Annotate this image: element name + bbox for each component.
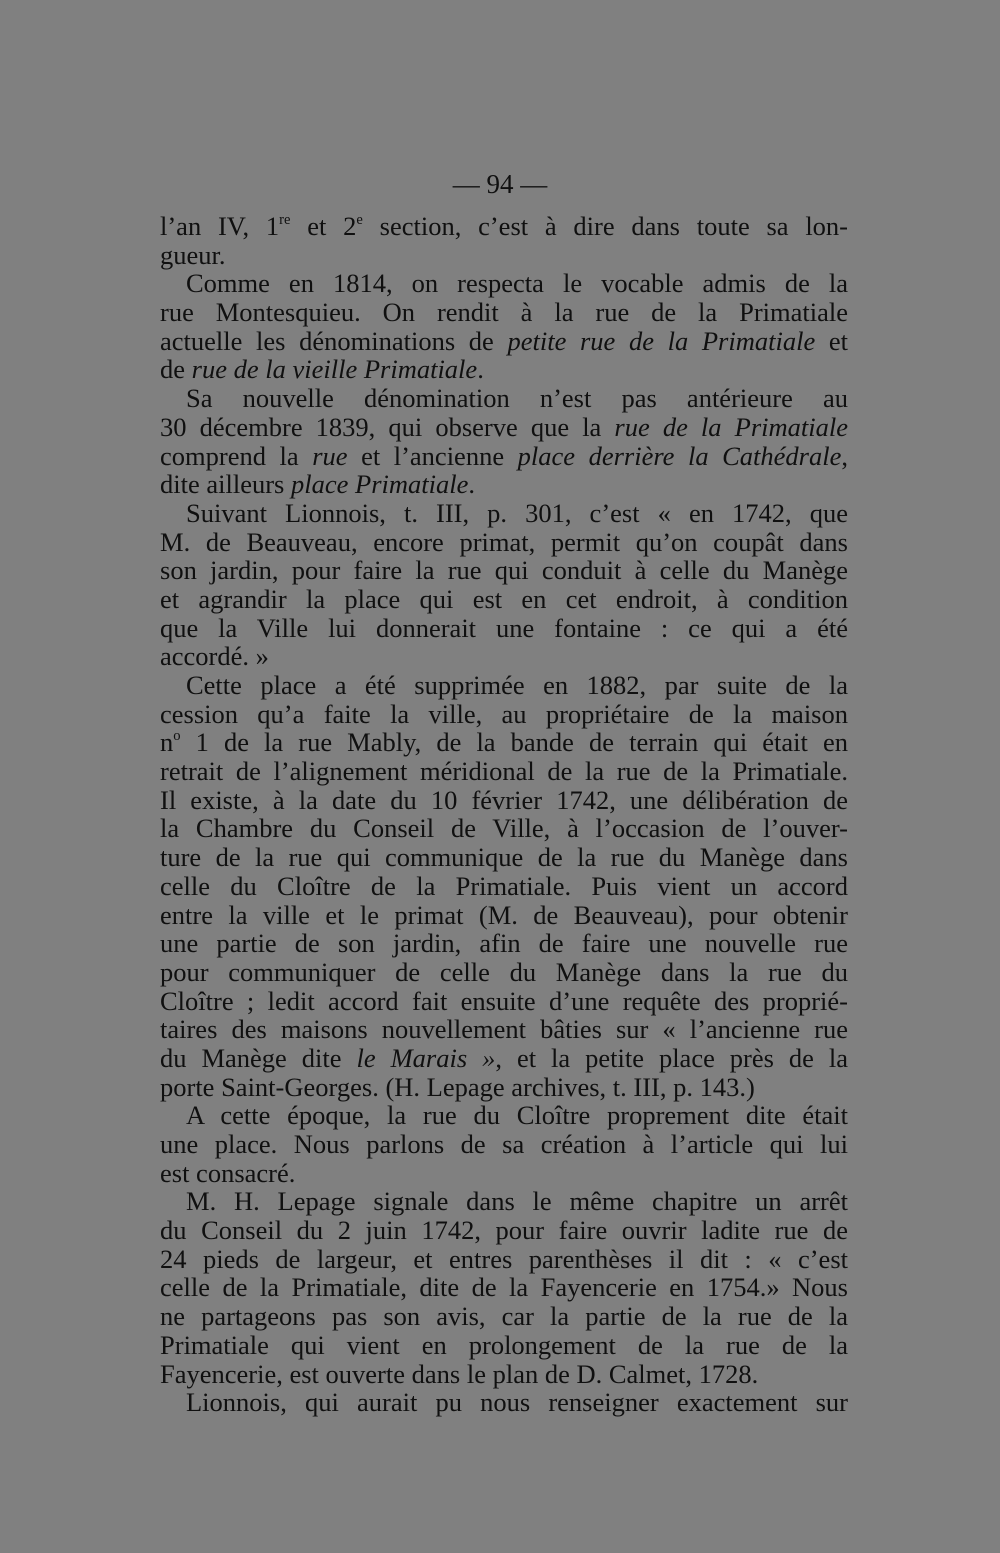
text-segment: 30 décembre 1839, qui observe que la xyxy=(160,411,615,442)
italic-text: rue xyxy=(312,440,348,471)
text-line xyxy=(160,384,848,413)
text-segment: n xyxy=(160,727,174,758)
text-line xyxy=(160,901,848,930)
text-line xyxy=(160,212,848,241)
text-segment: M. H. Lepage signale dans le même chapitre un arrêt xyxy=(186,1186,848,1217)
text-segment: M. de Beauveau, encore primat, permit qu’on coupât dans xyxy=(160,526,848,557)
text-segment: du Manège dite xyxy=(160,1042,357,1073)
text-segment: de xyxy=(160,354,192,385)
text-line xyxy=(160,556,848,585)
text-segment: son jardin, pour faire la rue qui conduit à celle du Manège xyxy=(160,555,848,586)
text-segment: comprend la xyxy=(160,440,313,471)
text-line xyxy=(160,642,848,671)
text-segment: Lionnois, qui aurait pu nous renseigner exactement sur xyxy=(186,1387,848,1418)
text-line xyxy=(160,1073,848,1102)
text-segment: Sa nouvelle dénomination n’est pas antérieure au xyxy=(186,383,848,414)
text-segment: une partie de son jardin, afin de faire une nouvelle rue xyxy=(160,928,848,959)
text-line xyxy=(160,355,848,384)
text-line xyxy=(160,1216,848,1245)
text-line xyxy=(160,987,848,1016)
text-line xyxy=(160,958,848,987)
text-segment: ne partageons pas son avis, car la partie de la rue de la xyxy=(160,1301,848,1332)
text-line xyxy=(160,327,848,356)
text-line xyxy=(160,470,848,499)
text-segment: l’an IV, 1 xyxy=(160,211,280,241)
text-line xyxy=(160,1187,848,1216)
text-segment: . xyxy=(468,469,475,500)
text-segment: du Conseil du 2 juin 1742, pour faire ouvrir ladite rue de xyxy=(160,1215,848,1246)
text-segment: que la Ville lui donnerait une fontaine : ce qui a été xyxy=(160,612,848,643)
text-line xyxy=(160,1159,848,1188)
text-line xyxy=(160,442,848,471)
text-segment: A cette époque, la rue du Cloître proprement dite était xyxy=(186,1100,848,1131)
text-segment: gueur. xyxy=(160,239,226,270)
text-segment: Comme en 1814, on respecta le vocable admis de la xyxy=(186,268,848,299)
text-line xyxy=(160,1302,848,1331)
text-line xyxy=(160,585,848,614)
text-line xyxy=(160,241,848,270)
text-body xyxy=(160,212,848,1417)
italic-text: rue de la vieille Primatiale xyxy=(191,354,478,385)
text-segment: celle du Cloître de la Primatiale. Puis vient un accord xyxy=(160,870,848,901)
italic-text: place Primatiale xyxy=(291,469,469,500)
text-segment: actuelle les dénominations de xyxy=(160,325,508,356)
text-line xyxy=(160,1101,848,1130)
text-line xyxy=(160,1331,848,1360)
page-number: — 94 — xyxy=(452,169,548,199)
italic-text: rue de la Primatiale xyxy=(614,411,848,442)
text-line xyxy=(160,298,848,327)
text-segment: accordé. » xyxy=(160,641,269,672)
text-line xyxy=(160,1388,848,1417)
text-line xyxy=(160,728,848,757)
text-line xyxy=(160,1130,848,1159)
text-segment: Il existe, à la date du 10 février 1742, une délibération de xyxy=(160,784,848,815)
text-line xyxy=(160,700,848,729)
text-segment: Suivant Lionnois, t. III, p. 301, c’est « en 1742, que xyxy=(186,497,848,528)
italic-text: petite rue de la Primatiale xyxy=(507,325,816,356)
text-segment: la Chambre du Conseil de Ville, à l’occasion de l’ouver- xyxy=(160,813,848,844)
superscript: o xyxy=(173,728,181,745)
text-segment: porte Saint-Georges. (H. Lepage archives, t. III, p. 143.) xyxy=(160,1071,755,1102)
text-line xyxy=(160,614,848,643)
text-line xyxy=(160,872,848,901)
text-segment: 1 de la rue Mably, de la bande de terrain qui était en xyxy=(180,727,848,758)
text-segment: ture de la rue qui communique de la rue du Manège dans xyxy=(160,842,848,873)
italic-text: place derrière la Cathédrale xyxy=(517,440,842,471)
text-segment: , et la petite place près de la xyxy=(495,1042,849,1073)
text-line xyxy=(160,1245,848,1274)
text-segment: et xyxy=(815,325,849,356)
text-line xyxy=(160,671,848,700)
text-line xyxy=(160,1044,848,1073)
text-segment: Cette place a été supprimée en 1882, par suite de la xyxy=(186,670,848,700)
text-segment: rue Montesquieu. On rendit à la rue de la Primatiale xyxy=(160,297,848,328)
text-segment: 24 pieds de largeur, et entres parenthèses il dit : « c’est xyxy=(160,1243,848,1274)
text-segment: , xyxy=(841,440,848,471)
text-line xyxy=(160,528,848,557)
text-segment: et 2 xyxy=(290,211,357,241)
text-line xyxy=(160,1273,848,1302)
text-segment: cession qu’a faite la ville, au propriétaire de la maison xyxy=(160,698,848,729)
text-segment: dite ailleurs xyxy=(160,469,291,500)
text-segment: Primatiale qui vient en prolongement de la rue de la xyxy=(160,1329,848,1360)
text-segment: taires des maisons nouvellement bâties sur « l’ancienne rue xyxy=(160,1014,848,1045)
text-segment: Cloître ; ledit accord fait ensuite d’une requête des proprié- xyxy=(160,985,848,1016)
italic-text: le Marais » xyxy=(356,1042,496,1073)
text-line xyxy=(160,499,848,528)
text-segment: . xyxy=(477,354,484,385)
text-line xyxy=(160,786,848,815)
text-line xyxy=(160,757,848,786)
text-segment: et l’ancienne xyxy=(347,440,518,471)
superscript: e xyxy=(356,212,363,229)
text-segment: Fayencerie, est ouverte dans le plan de D. Calmet, 1728. xyxy=(160,1358,759,1389)
text-segment: section, c’est à dire dans toute sa lon- xyxy=(362,211,849,241)
text-segment: est consacré. xyxy=(160,1157,296,1188)
text-line xyxy=(160,814,848,843)
text-line xyxy=(160,843,848,872)
text-segment: celle de la Primatiale, dite de la Fayencerie en 1754.» Nous xyxy=(160,1272,848,1303)
text-segment: entre la ville et le primat (M. de Beauveau), pour obtenir xyxy=(160,899,848,930)
text-line xyxy=(160,929,848,958)
text-segment: une place. Nous parlons de sa création à l’article qui lui xyxy=(160,1129,848,1159)
text-line xyxy=(160,269,848,298)
text-line xyxy=(160,1360,848,1389)
text-segment: pour communiquer de celle du Manège dans la rue du xyxy=(160,956,848,987)
superscript: re xyxy=(279,212,291,229)
text-line xyxy=(160,1015,848,1044)
text-line xyxy=(160,413,848,442)
text-segment: et agrandir la place qui est en cet endroit, à condition xyxy=(160,583,848,614)
text-segment: retrait de l’alignement méridional de la rue de la Primatiale. xyxy=(160,756,848,787)
